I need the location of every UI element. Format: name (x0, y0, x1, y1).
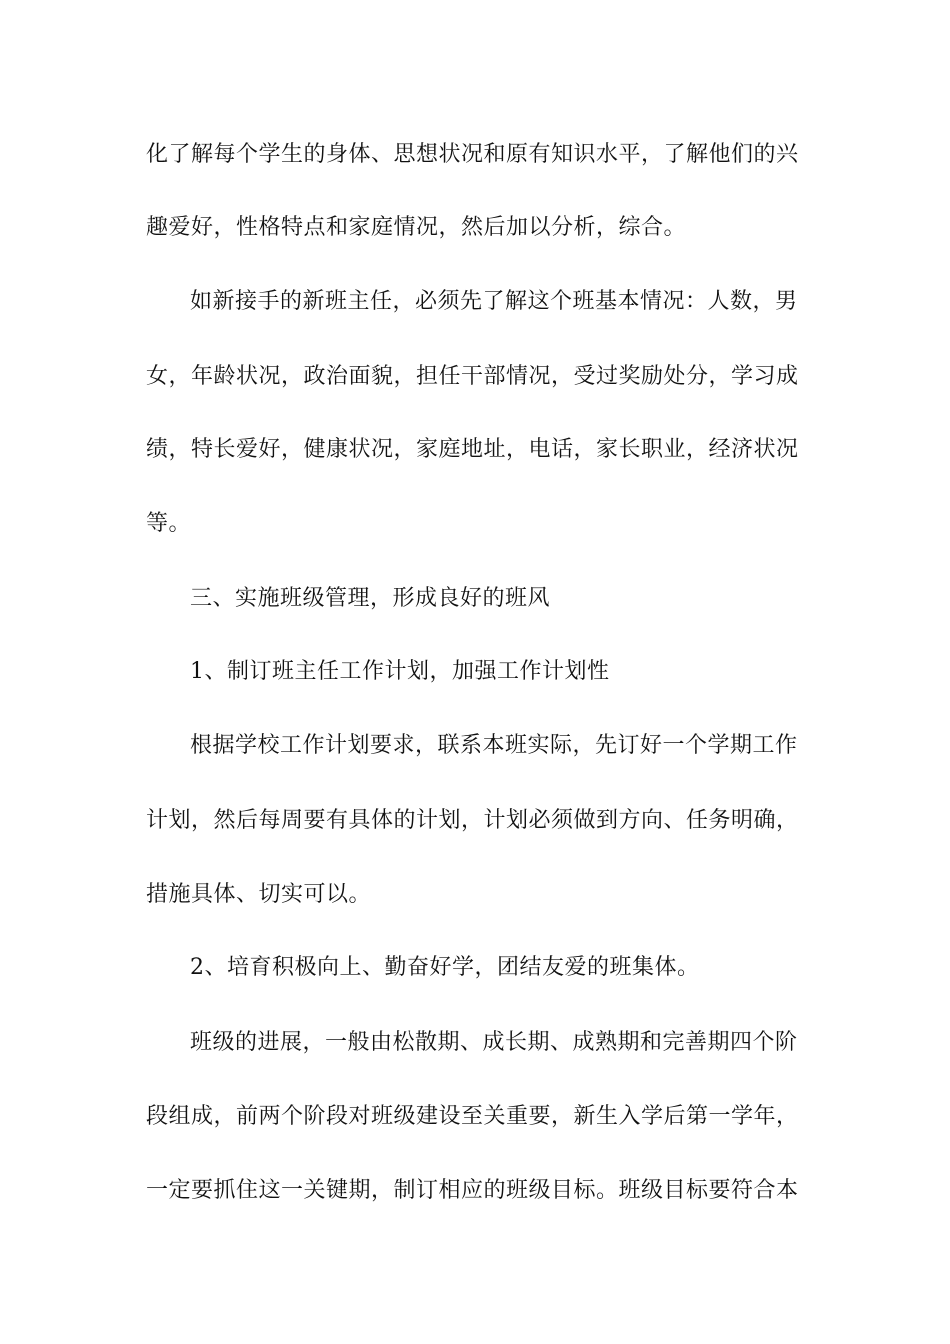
text-line: 计划，然后每周要有具体的计划，计划必须做到方向、任务明确， (146, 808, 799, 833)
text-line: 女，年龄状况，政治面貌，担任干部情况，受过奖励处分，学习成 (146, 364, 799, 389)
section-heading: 三、实施班级管理，形成良好的班风 (190, 586, 551, 611)
text-line: 等。 (146, 511, 192, 536)
text-line: 绩，特长爱好，健康状况，家庭地址，电话，家长职业，经济状况 (146, 437, 799, 462)
subsection-heading: 2、培育积极向上、勤奋好学，团结友爱的班集体。 (190, 955, 700, 980)
paragraph-start-line: 如新接手的新班主任，必须先了解这个班基本情况：人数，男 (190, 289, 798, 314)
text-line: 化了解每个学生的身体、思想状况和原有知识水平，了解他们的兴 (146, 142, 799, 167)
paragraph-start-line: 班级的进展，一般由松散期、成长期、成熟期和完善期四个阶 (190, 1030, 798, 1055)
text-line: 趣爱好，性格特点和家庭情况，然后加以分析，综合。 (146, 215, 687, 240)
text-line: 措施具体、切实可以。 (146, 882, 372, 907)
text-line: 段组成，前两个阶段对班级建设至关重要，新生入学后第一学年， (146, 1104, 799, 1129)
paragraph-start-line: 根据学校工作计划要求，联系本班实际，先订好一个学期工作 (190, 733, 798, 758)
text-line: 一定要抓住这一关键期，制订相应的班级目标。班级目标要符合本 (146, 1178, 799, 1203)
subsection-heading: 1、制订班主任工作计划，加强工作计划性 (190, 659, 610, 684)
